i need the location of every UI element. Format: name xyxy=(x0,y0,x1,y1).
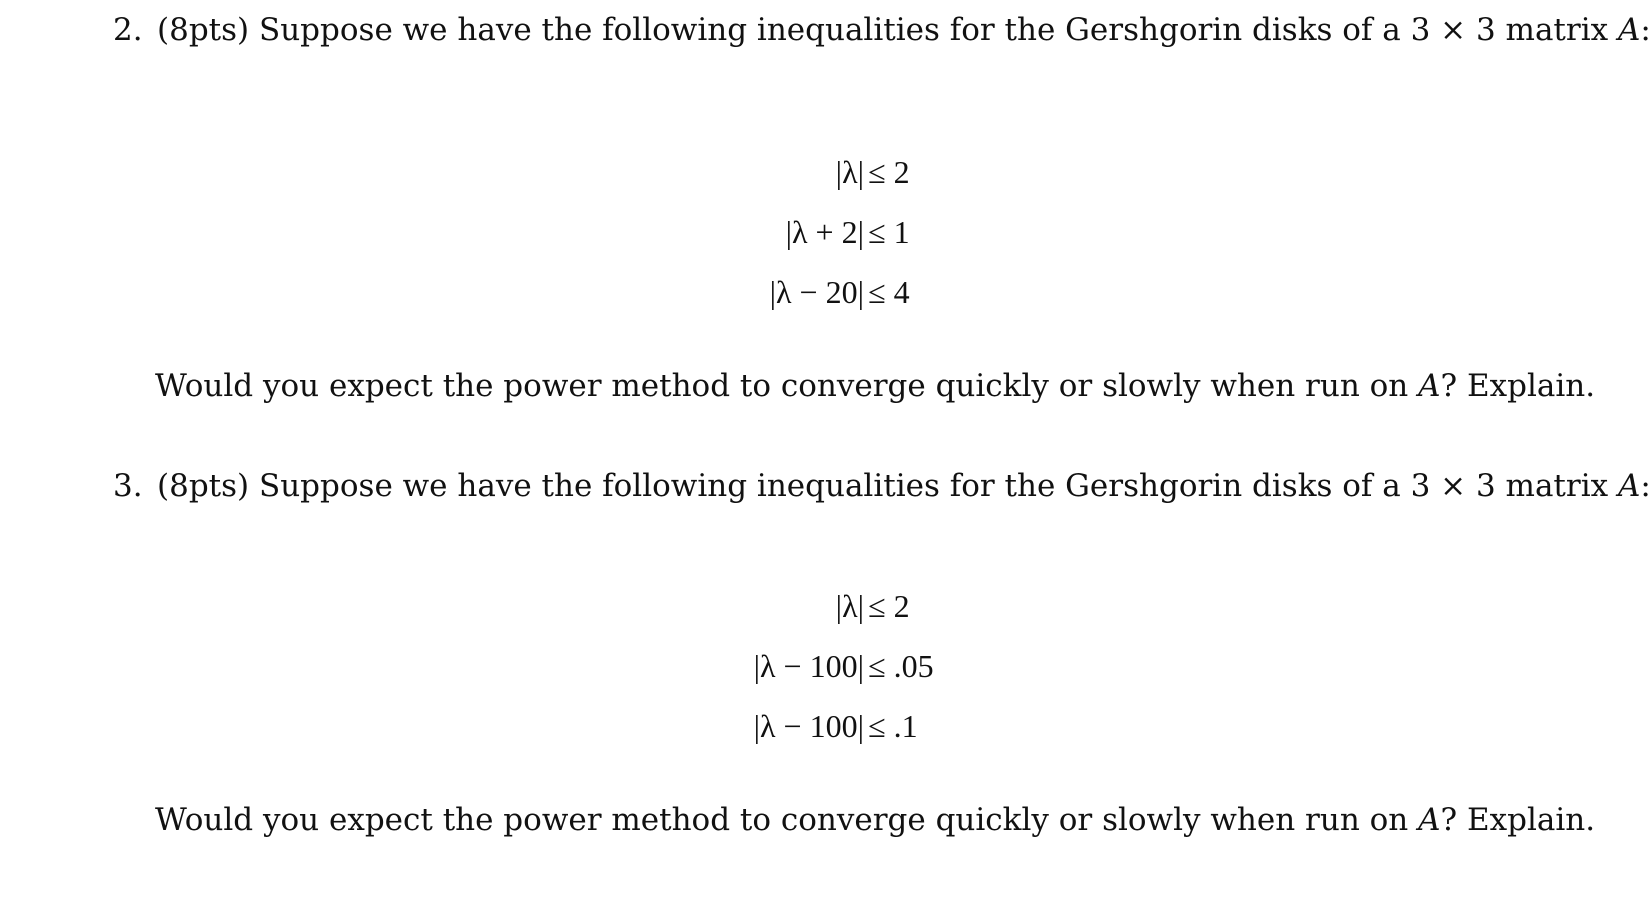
problem-text: Suppose we have the following inequalities for the Gershgorin disks of a 3 × 3 matrix xyxy=(258,468,1609,504)
problem-points: (8pts) xyxy=(157,468,250,504)
inequality-rhs: ≤ .05 xyxy=(868,648,934,684)
question-text: Would you expect the power method to converge quickly or slowly when run on xyxy=(155,368,1409,404)
problem-number: 3. xyxy=(113,468,143,504)
statement-end: : xyxy=(1640,468,1651,504)
inequality-lhs: |λ| xyxy=(835,588,864,624)
inequality-rhs: ≤ .1 xyxy=(868,708,918,744)
inequality-lhs: |λ − 20| xyxy=(769,274,864,310)
inequality-lhs: |λ + 2| xyxy=(785,214,864,250)
problem-2-question xyxy=(155,364,1595,408)
inequality-rhs: ≤ 2 xyxy=(868,588,910,624)
inequality-rhs: ≤ 2 xyxy=(868,154,910,190)
problem-points: (8pts) xyxy=(157,12,250,48)
problem-number: 2. xyxy=(113,12,143,48)
problem-3-statement xyxy=(113,464,1651,508)
inequality-lhs: |λ − 100| xyxy=(753,648,864,684)
statement-end: : xyxy=(1640,12,1651,48)
question-text: Would you expect the power method to converge quickly or slowly when run on xyxy=(155,802,1409,838)
inequality-rhs: ≤ 4 xyxy=(868,274,910,310)
question-end: ? Explain. xyxy=(1440,368,1596,404)
inequality-lhs: |λ| xyxy=(835,154,864,190)
matrix-symbol: A xyxy=(1617,468,1641,504)
problem-2-statement xyxy=(113,8,1651,52)
inequality-rhs: ≤ 1 xyxy=(868,214,910,250)
matrix-symbol: A xyxy=(1617,12,1641,48)
matrix-symbol: A xyxy=(1418,368,1441,404)
problem-text: Suppose we have the following inequalities for the Gershgorin disks of a 3 × 3 matrix xyxy=(258,12,1609,48)
question-end: ? Explain. xyxy=(1440,802,1596,838)
problem-3-question xyxy=(155,798,1595,842)
inequality-lhs: |λ − 100| xyxy=(753,708,864,744)
matrix-symbol: A xyxy=(1418,802,1441,838)
